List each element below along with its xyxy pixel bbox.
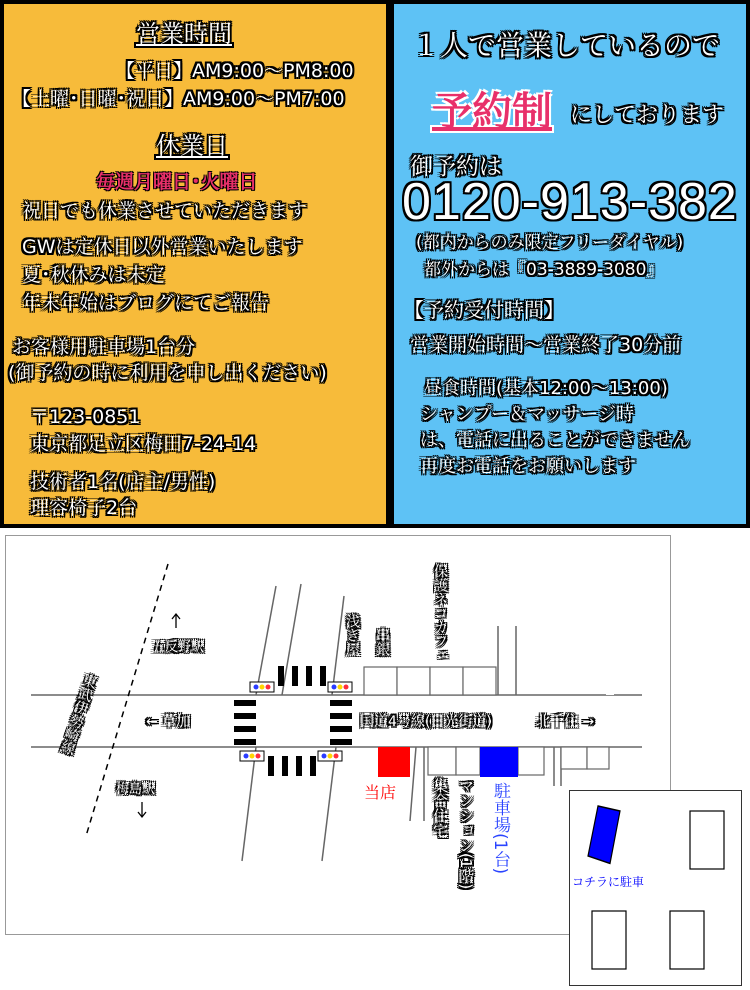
free-dial-note: (都内からのみ限定フリーダイヤル) (416, 233, 684, 253)
reservation-suffix: にしております (570, 103, 725, 128)
chairs-info: 理容椅子2台 (30, 497, 138, 519)
parking-instruction: (御予約の時に利用を申し出ください) (8, 362, 327, 384)
outside-tokyo-number: 都外からは『03-3889-3080』 (424, 260, 664, 280)
reservation-system-label: 予約制 (432, 89, 552, 135)
closed-holiday-note: 祝日でも休業させていただきます (22, 200, 308, 222)
cross-street-line (282, 584, 301, 695)
umejima-station-label: 梅島駅 (116, 782, 156, 797)
parking-inset (569, 790, 742, 986)
parking-spot-highlight (588, 806, 620, 864)
crosswalk-west (234, 700, 256, 745)
phone-number[interactable]: 0120-913-382 (402, 173, 738, 231)
crosswalk-south (268, 756, 316, 776)
hours-title: 営業時間 (136, 20, 232, 48)
reservation-panel (390, 0, 750, 528)
side-street-line (410, 747, 416, 821)
parking-spot (670, 911, 704, 969)
traffic-light-icon (328, 682, 352, 692)
cross-street-line (242, 747, 256, 861)
traffic-light-icon (250, 682, 274, 692)
holiday-title: 休業日 (156, 132, 228, 160)
route4-label: 国道4号線(日光街道) (360, 714, 492, 730)
tobu-line-label: 東武伊勢崎線 (57, 671, 99, 757)
parking-spot (592, 911, 626, 969)
crosswalk-east (330, 700, 352, 745)
summer-note: 夏･秋休みは未定 (22, 264, 165, 286)
kitasenju-direction-label: 北千住 → (536, 714, 595, 730)
traffic-light-icon (240, 751, 264, 761)
buildings-north (364, 667, 614, 695)
staff-info: 技術者1名(店主/男性) (30, 471, 216, 493)
cannot-answer-note: は、電話に出ることができません (420, 430, 690, 451)
traffic-light-icon (318, 751, 342, 761)
postal-code: 〒123-0851 (30, 406, 141, 428)
solo-note: １人で営業しているので (412, 29, 721, 62)
apartment-label: 集合住宅 (431, 778, 449, 838)
mansion-label: マンション(1階) (457, 778, 475, 890)
shop-label: 当店 (364, 783, 397, 802)
cross-street-line (322, 747, 336, 861)
accept-hours-title: 【予約受付時間】 (404, 298, 564, 322)
kushigin-label: 串銀 (374, 628, 390, 656)
shampoo-note: シャンプー＆マッサージ時 (420, 404, 635, 425)
call-again-note: 再度お電話をお願いします (420, 456, 636, 477)
business-info-panel (0, 0, 390, 528)
soka-direction-label: ← 草加 (146, 714, 191, 730)
buildings-south (428, 747, 609, 775)
weekday-hours: 【平日】AM9:00～PM8:00 (116, 60, 354, 82)
new-year-note: 年末年始はブログにてご報告 (22, 292, 270, 314)
parking-label: 駐車場(1台) (490, 782, 510, 875)
gotanno-station-label: 五反野駅 (152, 640, 205, 655)
call-label: 御予約は (410, 154, 502, 180)
lunch-time: 昼食時間(基本12:00～13:00) (424, 378, 668, 399)
parking-spot (690, 811, 724, 869)
arrow-down-icon (138, 802, 146, 817)
cross-street-line (256, 586, 276, 695)
shop-marker (378, 747, 410, 777)
gw-note: GWは定休日以外営業いたします (22, 236, 303, 258)
asakiya-label: 浅き屋 (344, 614, 360, 656)
parking-marker (480, 747, 518, 777)
park-here-label: コチラに駐車 (572, 875, 645, 889)
arrow-up-icon (172, 614, 180, 628)
accept-hours: 営業開始時間～営業終了30分前 (410, 334, 682, 356)
address: 東京都足立区梅田7-24-14 (30, 433, 257, 455)
weekend-hours: 【土曜･日曜･祝日】AM9:00～PM7:00 (12, 88, 345, 110)
closed-days: 毎週月曜日･火曜日 (96, 171, 258, 193)
cat-cafe-label: 保護ネコカフェ (432, 564, 448, 662)
parking-note: お客様用駐車場1台分 (12, 336, 196, 358)
